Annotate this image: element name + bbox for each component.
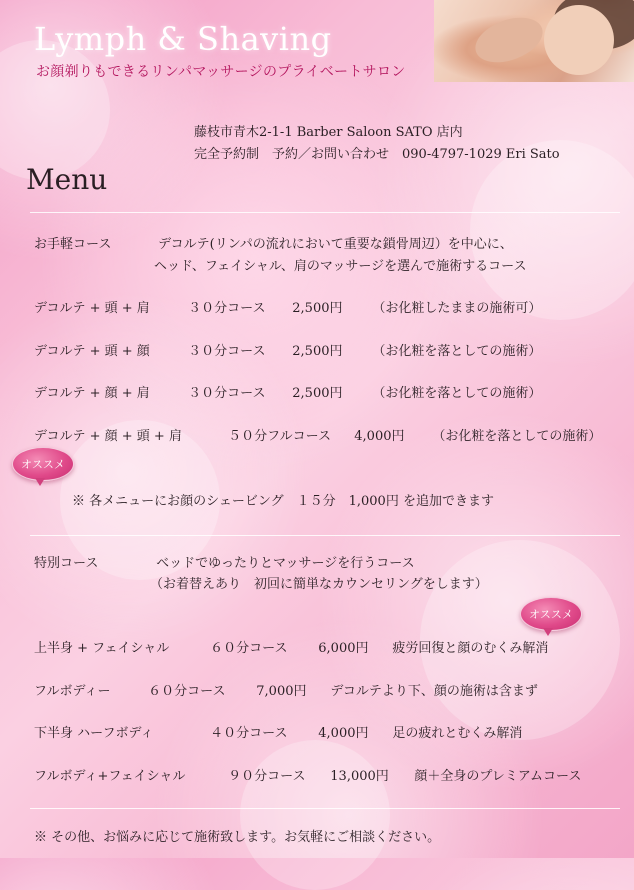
special-course-desc: ベッドでゆったりとマッサージを行うコース: [156, 556, 415, 571]
item-note: デコルテより下、顔の施術は含まず: [330, 684, 538, 699]
menu-item: [34, 722, 522, 741]
item-note: （お化粧を落としての施術）: [372, 344, 542, 359]
massage-photo: [434, 0, 634, 82]
menu-item: [34, 382, 541, 401]
special-course-header: [34, 552, 415, 571]
item-price: 6,000円: [318, 641, 369, 656]
item-duration: ３０分コース: [188, 386, 266, 401]
item-name: フルボディ+フェイシャル: [34, 769, 186, 784]
salon-address: [194, 122, 560, 166]
bokeh-decoration: [470, 140, 634, 320]
shaving-note: ※ 各メニューにお顔のシェービング １５分 1,000円 を追加できます: [72, 494, 494, 509]
site-title: Lymph & Shaving: [34, 20, 332, 58]
item-name: フルボディー: [34, 684, 111, 699]
menu-item: [34, 765, 581, 784]
casual-course-label: お手軽コース: [34, 237, 112, 252]
menu-item: [34, 637, 548, 656]
special-course-label: 特別コース: [34, 556, 99, 571]
contact-line: 完全予約制 予約／お問い合わせ 090-4797-1029 Eri Sato: [194, 147, 560, 162]
footer-note: ※ その他、お悩みに応じて施術致します。お気軽にご相談ください。: [34, 830, 441, 845]
item-duration: ９０分コース: [228, 769, 306, 784]
item-price: 2,500円: [292, 301, 343, 316]
casual-course-desc: デコルテ(リンパの流れにおいて重要な鎖骨周辺）を中心に、: [158, 237, 513, 252]
casual-course-desc-2: ヘッド、フェイシャル、肩のマッサージを選んで施術するコース: [154, 259, 527, 274]
recommended-badge: オススメ: [12, 447, 74, 481]
site-subtitle: お顔剃りもできるリンパマッサージのプライベートサロン: [36, 64, 406, 80]
recommended-badge: オススメ: [520, 597, 582, 631]
menu-heading: Menu: [26, 163, 108, 196]
item-duration: ３０分コース: [188, 344, 266, 359]
item-note: （お化粧を落としての施術）: [432, 429, 602, 444]
item-duration: ３０分コース: [188, 301, 266, 316]
item-duration: ５０分フルコース: [228, 429, 331, 444]
item-name: 上半身 + フェイシャル: [34, 641, 170, 656]
item-note: （お化粧を落としての施術）: [372, 386, 542, 401]
item-price: 4,000円: [354, 429, 405, 444]
divider: [30, 212, 620, 213]
item-duration: ６０分コース: [210, 641, 288, 656]
item-name: 下半身 ハーフボディ: [34, 726, 154, 741]
item-price: 13,000円: [330, 769, 389, 784]
menu-item: [34, 425, 601, 444]
item-name: デコルテ + 顔 + 肩: [34, 386, 150, 401]
item-price: 4,000円: [318, 726, 369, 741]
casual-course-header: [34, 233, 513, 252]
special-course-desc-2: （お着替えあり 初回に簡単なカウンセリングをします）: [150, 577, 488, 592]
item-name: デコルテ + 頭 + 肩: [34, 301, 150, 316]
divider: [30, 808, 620, 809]
item-name: デコルテ + 顔 + 頭 + 肩: [34, 429, 182, 444]
menu-item: [34, 340, 541, 359]
item-price: 2,500円: [292, 344, 343, 359]
item-price: 7,000円: [256, 684, 307, 699]
item-name: デコルテ + 頭 + 顔: [34, 344, 150, 359]
item-duration: ４０分コース: [210, 726, 288, 741]
item-note: 顔＋全身のプレミアムコース: [414, 769, 582, 784]
menu-item: [34, 680, 538, 699]
address-line: 藤枝市青木2-1-1 Barber Saloon SATO 店内: [194, 125, 463, 140]
item-duration: ６０分コース: [148, 684, 226, 699]
item-note: 疲労回復と顔のむくみ解消: [392, 641, 549, 656]
bokeh-decoration: [240, 740, 390, 890]
menu-item: [34, 297, 541, 316]
divider: [30, 535, 620, 536]
item-note: 足の疲れとむくみ解消: [392, 726, 523, 741]
item-note: （お化粧したままの施術可）: [372, 301, 542, 316]
item-price: 2,500円: [292, 386, 343, 401]
